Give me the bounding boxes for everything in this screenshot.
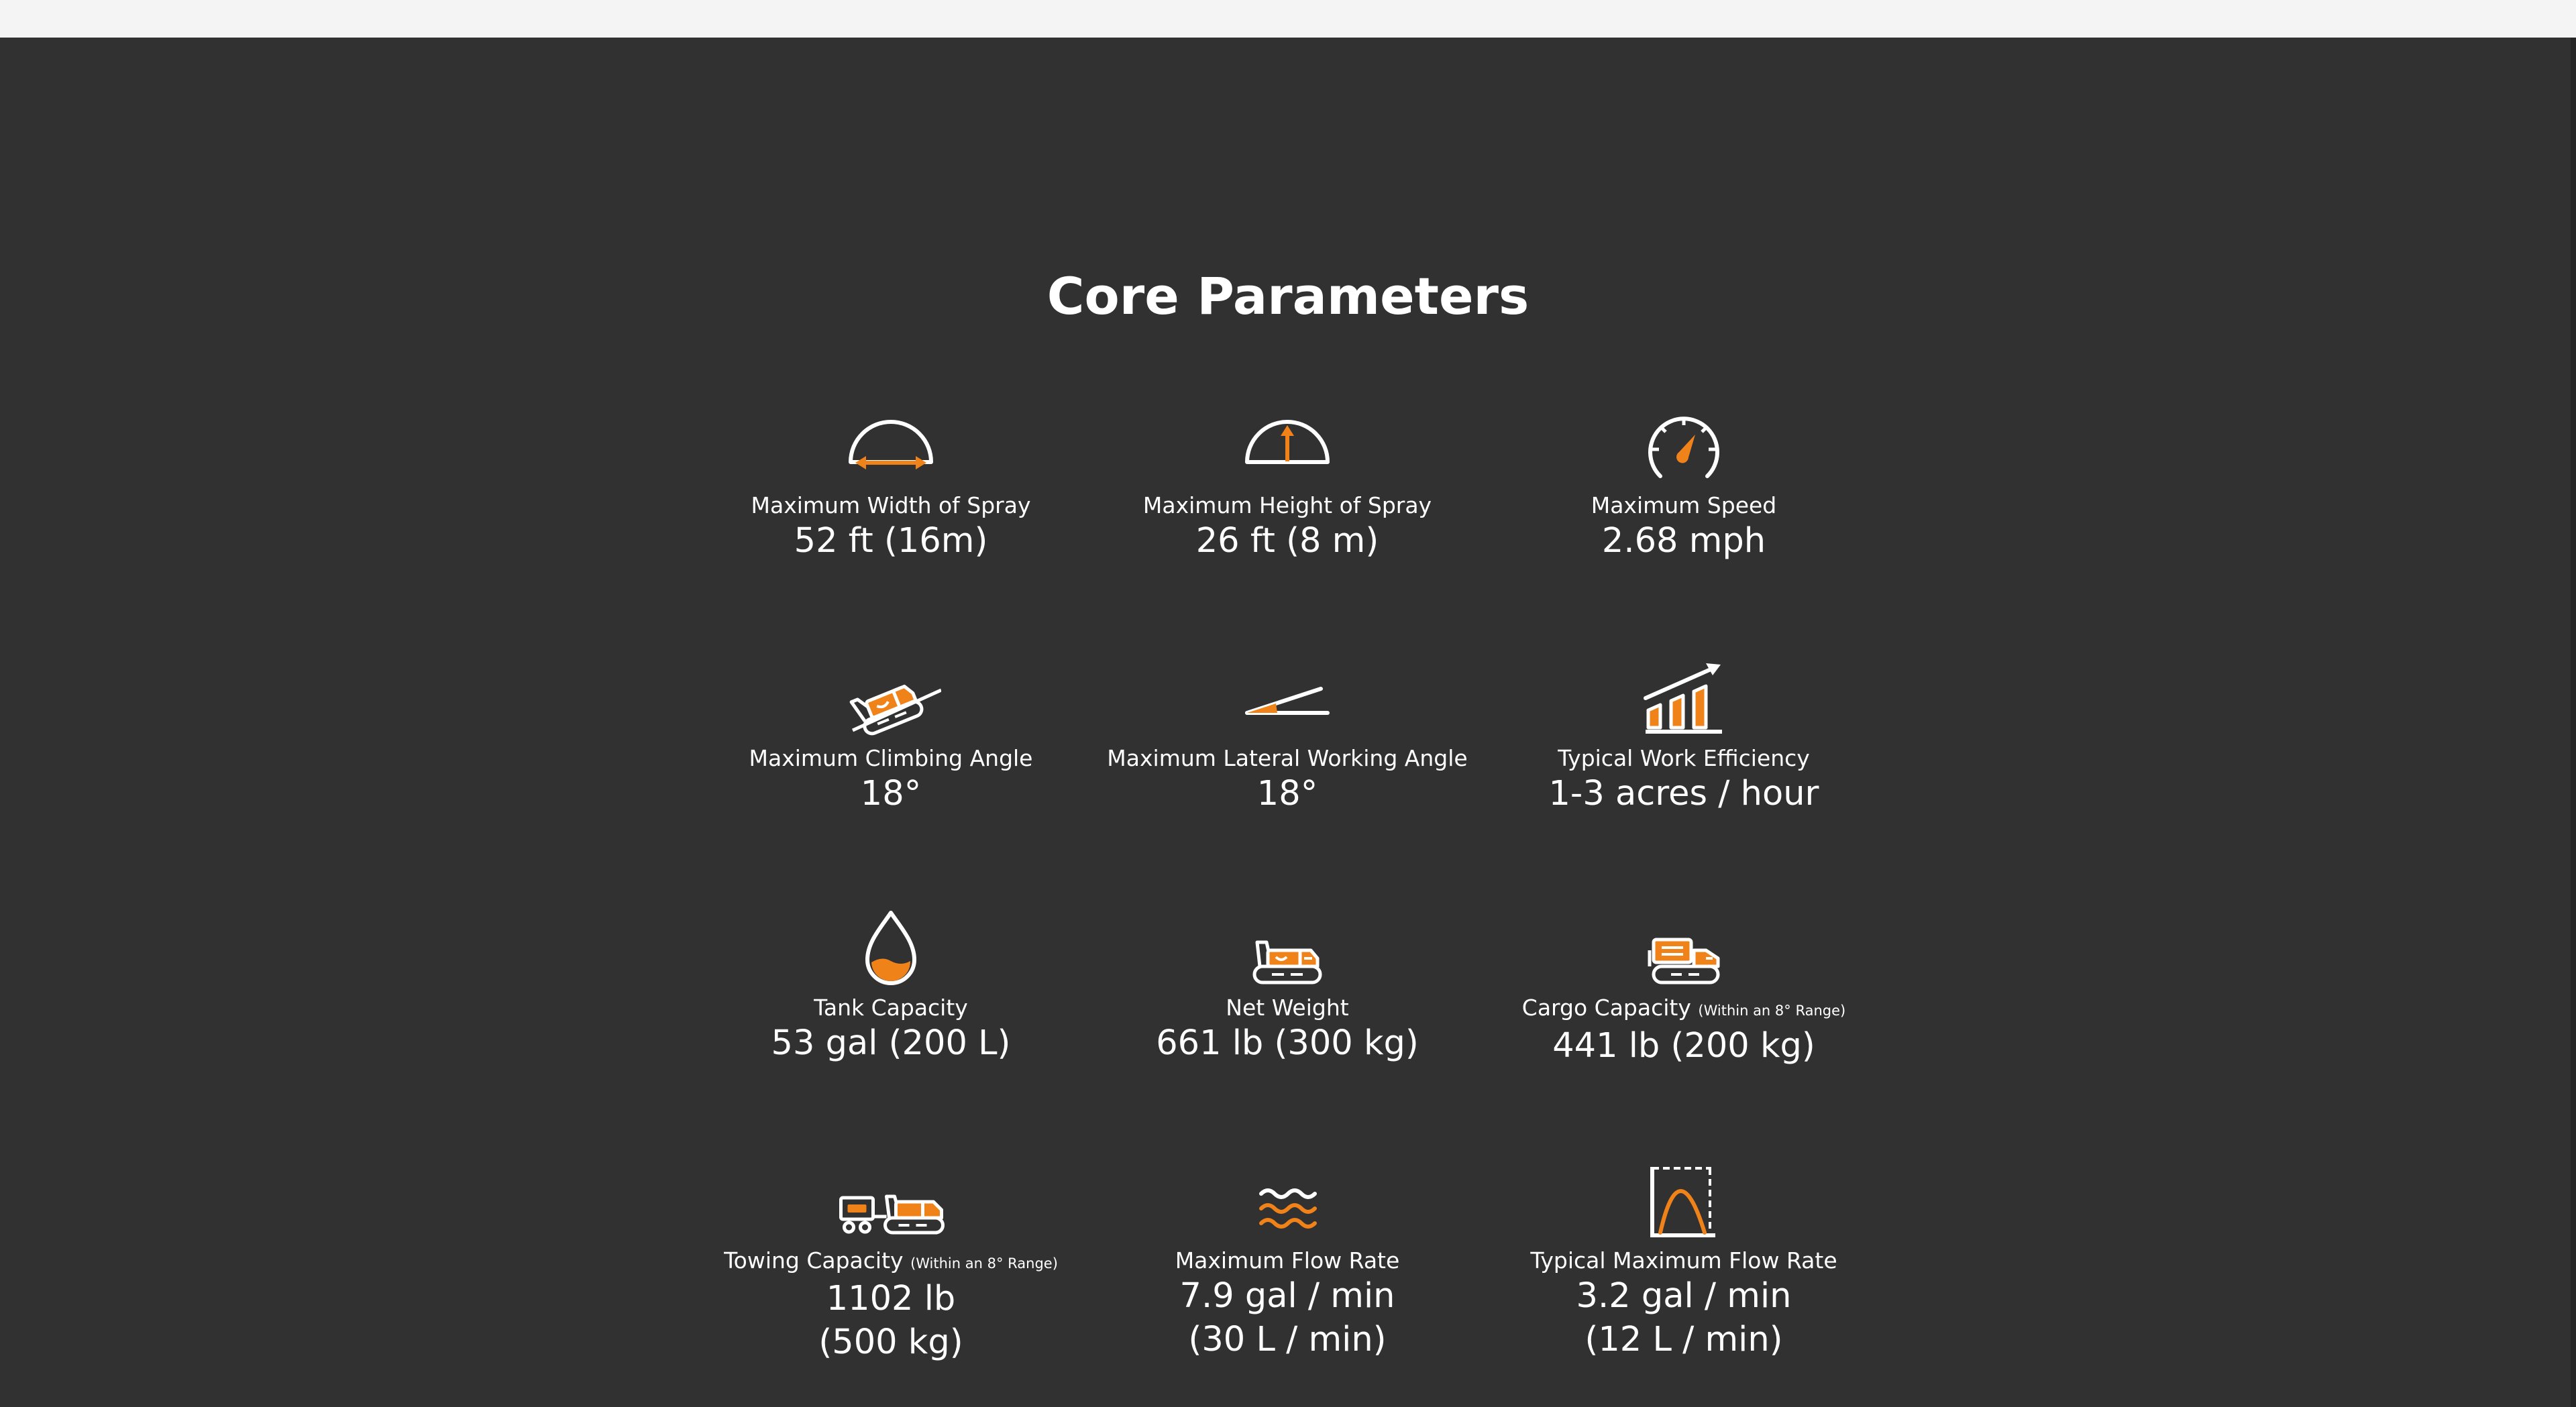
param-note: (Within an 8° Range)	[910, 1255, 1058, 1272]
param-label: Tank Capacity	[814, 995, 968, 1021]
towing-vehicle-icon	[833, 1160, 950, 1241]
param-max-spray-height	[1073, 405, 1502, 563]
param-value-secondary: (500 kg)	[818, 1322, 963, 1362]
param-value: 18°	[1256, 774, 1318, 813]
section-title: Core Parameters	[1046, 266, 1529, 326]
param-net-weight	[1073, 907, 1502, 1065]
param-value: 3.2 gal / min	[1576, 1276, 1792, 1316]
param-typical-work-efficiency	[1469, 658, 1898, 815]
param-label: Towing Capacity (Within an 8° Range)	[724, 1247, 1058, 1274]
param-value: 441 lb (200 kg)	[1552, 1026, 1815, 1066]
param-label: Maximum Height of Spray	[1142, 492, 1432, 518]
param-label: Maximum Flow Rate	[1175, 1247, 1400, 1274]
param-value-secondary: (30 L / min)	[1188, 1320, 1387, 1359]
page-scroll-edge	[2571, 38, 2576, 1407]
cargo-vehicle-icon	[1633, 907, 1734, 988]
param-value: 1-3 acres / hour	[1548, 774, 1819, 813]
param-typical-max-flow-rate	[1469, 1160, 1898, 1361]
param-value: 7.9 gal / min	[1179, 1276, 1395, 1316]
param-label: Typical Work Efficiency	[1558, 745, 1810, 771]
param-note: (Within an 8° Range)	[1698, 1003, 1846, 1019]
param-max-lateral-working-angle	[1073, 658, 1502, 815]
param-tank-capacity	[676, 907, 1106, 1065]
param-max-speed	[1469, 405, 1898, 563]
param-cargo-capacity	[1469, 907, 1898, 1068]
param-label: Net Weight	[1226, 995, 1349, 1021]
param-value: 53 gal (200 L)	[771, 1023, 1011, 1063]
param-label: Typical Maximum Flow Rate	[1530, 1247, 1837, 1274]
param-label: Cargo Capacity (Within an 8° Range)	[1521, 995, 1846, 1021]
param-value: 2.68 mph	[1601, 521, 1766, 561]
tracked-vehicle-icon	[1237, 907, 1338, 988]
param-max-spray-width	[676, 405, 1106, 563]
param-value: 1102 lb	[826, 1279, 956, 1318]
param-max-climbing-angle	[676, 658, 1106, 815]
param-label: Maximum Climbing Angle	[749, 745, 1033, 771]
param-value: 26 ft (8 m)	[1195, 521, 1379, 561]
flow-curve-icon	[1633, 1160, 1734, 1241]
param-value-secondary: (12 L / min)	[1585, 1320, 1783, 1359]
param-label: Maximum Speed	[1591, 492, 1777, 518]
param-towing-capacity	[676, 1160, 1106, 1364]
spray-width-icon	[841, 405, 941, 486]
param-value: 52 ft (16m)	[794, 521, 988, 561]
water-drop-icon	[841, 907, 941, 988]
param-value: 661 lb (300 kg)	[1156, 1023, 1419, 1063]
param-value: 18°	[860, 774, 922, 813]
param-max-flow-rate	[1073, 1160, 1502, 1361]
efficiency-chart-icon	[1633, 658, 1734, 738]
speedometer-icon	[1633, 405, 1734, 486]
flow-waves-icon	[1237, 1160, 1338, 1241]
param-label: Maximum Width of Spray	[751, 492, 1031, 518]
browser-top-bar	[0, 0, 2576, 38]
lateral-angle-icon	[1237, 658, 1338, 738]
param-label: Maximum Lateral Working Angle	[1107, 745, 1468, 771]
spray-height-icon	[1237, 405, 1338, 486]
climbing-vehicle-icon	[841, 658, 941, 738]
